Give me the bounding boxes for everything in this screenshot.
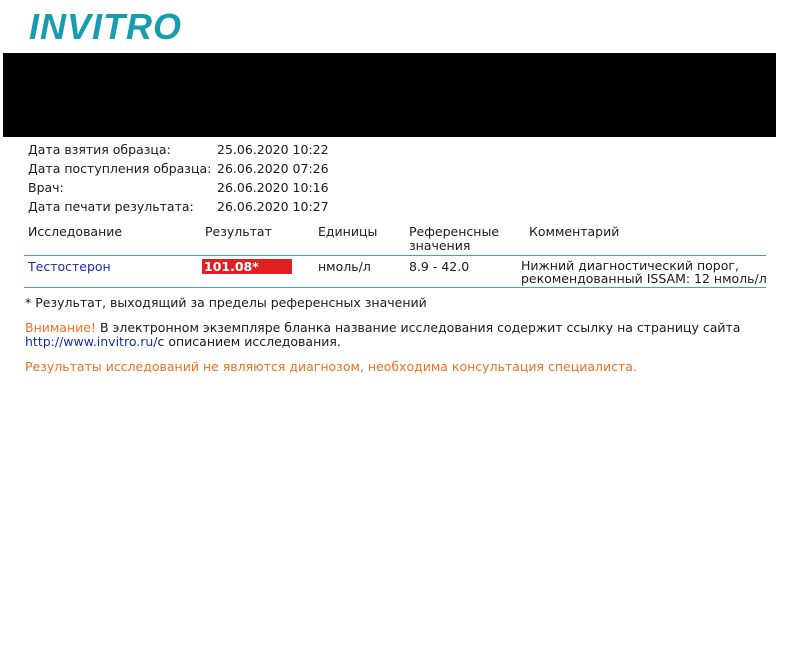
comment-line: Нижний диагностический порог, (521, 258, 739, 273)
column-header-result: Результат (205, 224, 272, 239)
sample-meta (28, 140, 428, 216)
meta-value: 26.06.2020 10:16 (217, 180, 329, 195)
meta-label: Дата поступления образца: (28, 161, 212, 176)
meta-row-print-date (28, 197, 428, 216)
meta-row-doctor (28, 178, 428, 197)
invitro-logo: INVITRO (29, 6, 183, 47)
meta-value: 26.06.2020 07:26 (217, 161, 329, 176)
notice (25, 321, 745, 349)
redacted-patient-block (3, 53, 776, 137)
result-value-out-of-range: 101.08* (202, 259, 292, 274)
meta-row-receipt-date (28, 159, 428, 178)
column-header-reference (409, 225, 499, 253)
comment-line: рекомендованный ISSAM: 12 нмоль/л (521, 271, 767, 286)
table-row-divider (24, 287, 766, 288)
test-name-cell[interactable] (28, 260, 111, 274)
invitro-url-link[interactable]: http://www.invitro.ru/ (25, 334, 158, 349)
reference-cell: 8.9 - 42.0 (409, 259, 470, 274)
column-header-test: Исследование (28, 224, 123, 239)
meta-row-sample-date (28, 140, 428, 159)
column-header-comment: Комментарий (529, 224, 620, 239)
notice-prefix: Внимание! (25, 320, 96, 335)
column-header-reference-line2: значения (409, 238, 471, 253)
meta-label: Врач: (28, 180, 64, 195)
meta-label: Дата печати результата: (28, 199, 194, 214)
meta-label: Дата взятия образца: (28, 142, 171, 157)
meta-value: 25.06.2020 10:22 (217, 142, 329, 157)
column-header-units: Единицы (318, 224, 378, 239)
units-cell: нмоль/л (318, 259, 371, 274)
comment-cell (521, 259, 767, 285)
column-header-reference-line1: Референсные (409, 224, 500, 239)
disclaimer: Результаты исследований не являются диагнозом, необходима консультация специалиста. (25, 359, 637, 374)
meta-value: 26.06.2020 10:27 (217, 199, 329, 214)
footnote: * Результат, выходящий за пределы референсных значений (25, 295, 427, 310)
table-header-divider (24, 255, 766, 256)
notice-text: В электронном экземпляре бланка название исследования содержит ссылку на страницу сайта (95, 320, 741, 335)
test-link[interactable]: Тестостерон (28, 259, 111, 274)
notice-suffix: с описанием исследования. (157, 334, 341, 349)
